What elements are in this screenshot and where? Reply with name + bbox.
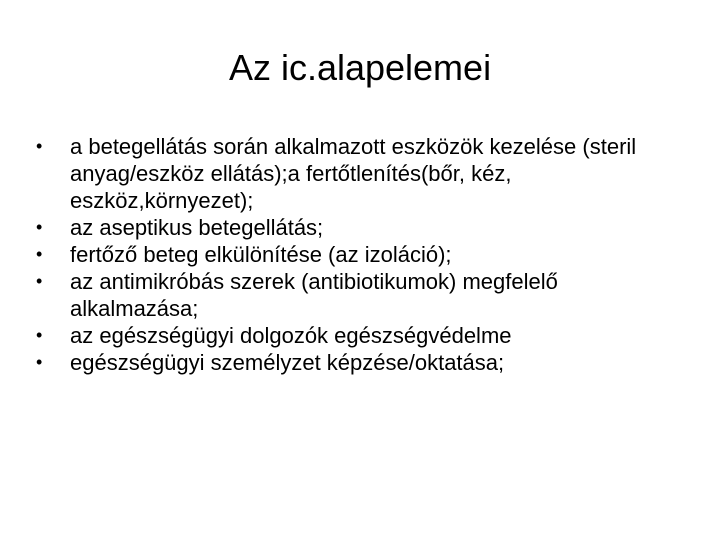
bullet-text: fertőző beteg elkülönítése (az izoláció); (70, 242, 452, 267)
bullet-text: az aseptikus betegellátás; (70, 215, 324, 240)
slide-title: Az ic.alapelemei (228, 47, 492, 88)
bullet-icon: • (36, 352, 43, 372)
bullet-text: az antimikróbás szerek (antibiotikumok) megfelelő alkalmazása; (70, 269, 558, 321)
bullet-text: az egészségügyi dolgozók egészségvédelme (70, 323, 512, 348)
bullet-item (36, 322, 688, 349)
bullet-icon: • (36, 244, 43, 264)
bullet-icon: • (36, 136, 43, 156)
bullet-list (36, 133, 688, 376)
bullet-text: egészségügyi személyzet képzése/oktatása; (70, 350, 505, 375)
bullet-text: a betegellátás során alkalmazott eszközök kezelése (steril anyag/eszköz ellátás);a fertőtlenítés(bőr, kéz, eszköz,környezet); (70, 134, 637, 213)
bullet-icon: • (36, 325, 43, 345)
bullet-item (36, 241, 688, 268)
bullet-icon: • (36, 271, 43, 291)
bullet-item (36, 214, 688, 241)
bullet-icon: • (36, 217, 43, 237)
bullet-item (36, 268, 688, 322)
bullet-item (36, 349, 688, 376)
bullet-item (36, 133, 688, 214)
